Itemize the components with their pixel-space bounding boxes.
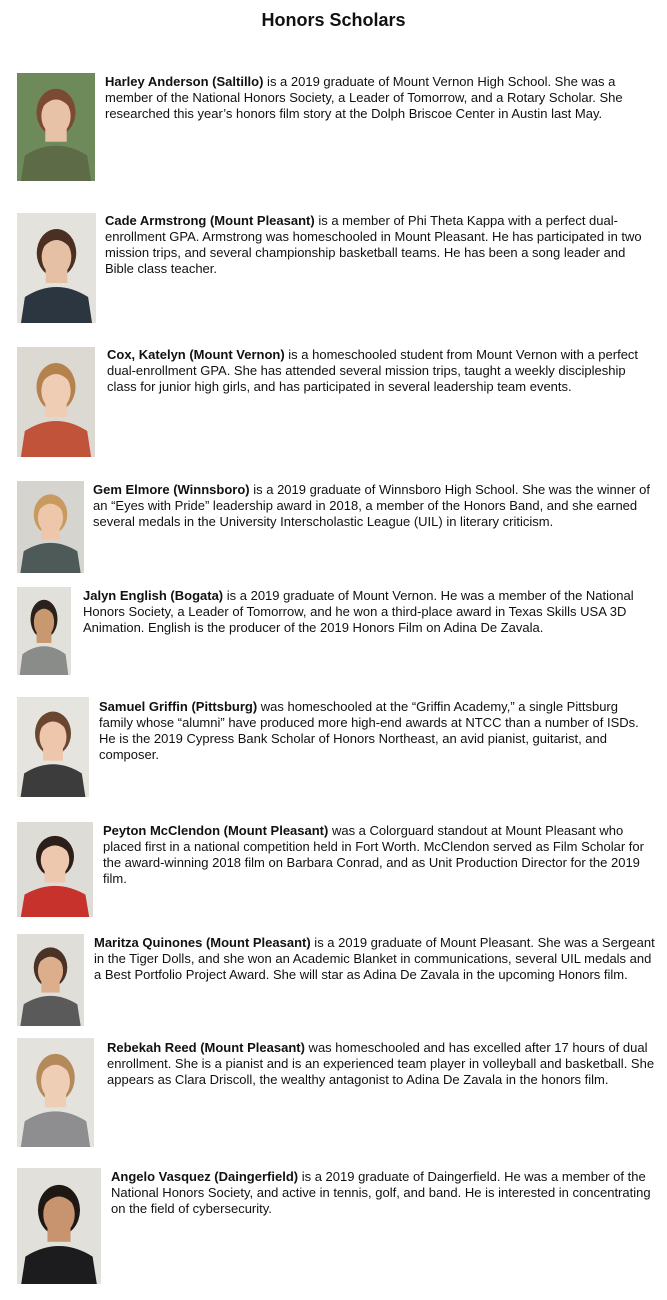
scholar-description: was homeschooled at the “Griffin Academy,” a single Pittsburg family whose “alumni” have produced more high-end awards at NTCC than a number of ISDs. He is the 2019 Cypress Bank Scholar of Honors Northeast, an avid pianist, guitarist, and composer.	[99, 699, 639, 762]
portrait-image	[17, 347, 95, 457]
scholar-photo	[17, 934, 84, 1026]
portrait-image	[17, 73, 95, 181]
scholar-description: is a 2019 graduate of Mount Pleasant. She was a Sergeant in the Tiger Dolls, and she won an Academic Blanket in communications, several UIL medals and a Best Portfolio Project Award. She will star as Adina De Zavala in the upcoming Honors film.	[94, 935, 655, 982]
portrait-image	[17, 822, 93, 917]
scholar-photo	[17, 1038, 94, 1147]
scholar-bio	[83, 588, 655, 636]
scholar-bio	[111, 1169, 655, 1217]
scholar-entry	[0, 934, 667, 1026]
scholar-photo	[17, 347, 95, 457]
scholar-name: Angelo Vasquez (Daingerfield)	[111, 1169, 299, 1184]
portrait-image	[17, 1038, 94, 1147]
scholar-name: Samuel Griffin (Pittsburg)	[99, 699, 258, 714]
scholar-bio	[105, 213, 655, 277]
scholar-entry	[0, 347, 667, 457]
scholar-entry	[0, 213, 667, 323]
scholar-entry	[0, 481, 667, 573]
scholar-entry	[0, 1038, 667, 1147]
page-title: Honors Scholars	[261, 10, 406, 30]
scholar-name: Peyton McClendon (Mount Pleasant)	[103, 823, 329, 838]
scholar-photo	[17, 1168, 101, 1284]
scholar-name: Harley Anderson (Saltillo)	[105, 74, 264, 89]
scholar-bio	[99, 699, 655, 763]
scholar-name: Cade Armstrong (Mount Pleasant)	[105, 213, 315, 228]
scholar-bio	[103, 823, 655, 887]
scholar-description: was a Colorguard standout at Mount Pleasant who placed first in a national competition held in Fort Worth. McClendon served as Film Scholar for the award-winning 2018 film on Barbara Conrad, and as Unit Production Director for the 2019 film.	[103, 823, 644, 886]
scholar-photo	[17, 697, 89, 797]
scholar-photo	[17, 73, 95, 181]
scholar-photo	[17, 822, 93, 917]
portrait-image	[17, 934, 84, 1026]
scholar-description: is a 2019 graduate of Daingerfield. He was a member of the National Honors Society, and active in tennis, golf, and band. He is interested in concentrating on the field of cybersecurity.	[111, 1169, 651, 1216]
scholar-name: Maritza Quinones (Mount Pleasant)	[94, 935, 311, 950]
scholar-description: is a homeschooled student from Mount Vernon with a perfect dual-enrollment GPA. She has attended several mission trips, taught a weekly discipleship class for junior high girls, and has participated in several leadership team events.	[107, 347, 639, 394]
portrait-image	[17, 1168, 101, 1284]
portrait-image	[17, 213, 96, 323]
scholar-entry	[0, 587, 667, 675]
portrait-image	[17, 481, 84, 573]
scholar-photo	[17, 481, 84, 573]
scholar-name: Rebekah Reed (Mount Pleasant)	[107, 1040, 305, 1055]
scholar-bio	[107, 347, 655, 395]
scholar-name: Cox, Katelyn (Mount Vernon)	[107, 347, 285, 362]
scholar-name: Gem Elmore (Winnsboro)	[93, 482, 250, 497]
scholar-entry	[0, 73, 667, 181]
scholar-bio	[93, 482, 655, 530]
scholar-bio	[107, 1040, 655, 1088]
scholar-photo	[17, 213, 96, 323]
scholar-entry	[0, 1168, 667, 1284]
scholar-entry	[0, 697, 667, 797]
scholar-description: is a member of Phi Theta Kappa with a perfect dual-enrollment GPA. Armstrong was homeschooled in Mount Pleasant. He has participated in two mission trips, and several championship basketball teams. He has been a song leader and Bible class teacher.	[105, 213, 642, 276]
scholar-description: is a 2019 graduate of Mount Vernon. He was a member of the National Honors Society, a Leader of Tomorrow, and he won a third-place award in Texas Skills USA 3D Animation. English is the producer of the 2019 Honors Film on Adina De Zavala.	[83, 588, 634, 635]
portrait-image	[17, 697, 89, 797]
portrait-image	[17, 587, 71, 675]
scholar-bio	[105, 74, 655, 122]
scholar-description: is a 2019 graduate of Winnsboro High School. She was the winner of an “Eyes with Pride” leadership award in 2018, a member of the Honors Band, and she earned several medals in the University Interscholastic League (UIL) in literary criticism.	[93, 482, 650, 529]
scholar-name: Jalyn English (Bogata)	[83, 588, 224, 603]
scholar-entry	[0, 822, 667, 917]
scholar-description: is a 2019 graduate of Mount Vernon High School. She was a member of the National Honors Society, a Leader of Tomorrow, and a Rotary Scholar. She researched this year’s honors film story at the Dolph Briscoe Center in Austin last May.	[105, 74, 623, 121]
scholar-description: was homeschooled and has excelled after 17 hours of dual enrollment. She is a pianist and is an experienced team player in volleyball and basketball. She appears as Clara Driscoll, the wealthy antagonist to Adina De Zavala in the honors film.	[107, 1040, 655, 1087]
scholar-bio	[94, 935, 655, 983]
scholar-photo	[17, 587, 71, 675]
